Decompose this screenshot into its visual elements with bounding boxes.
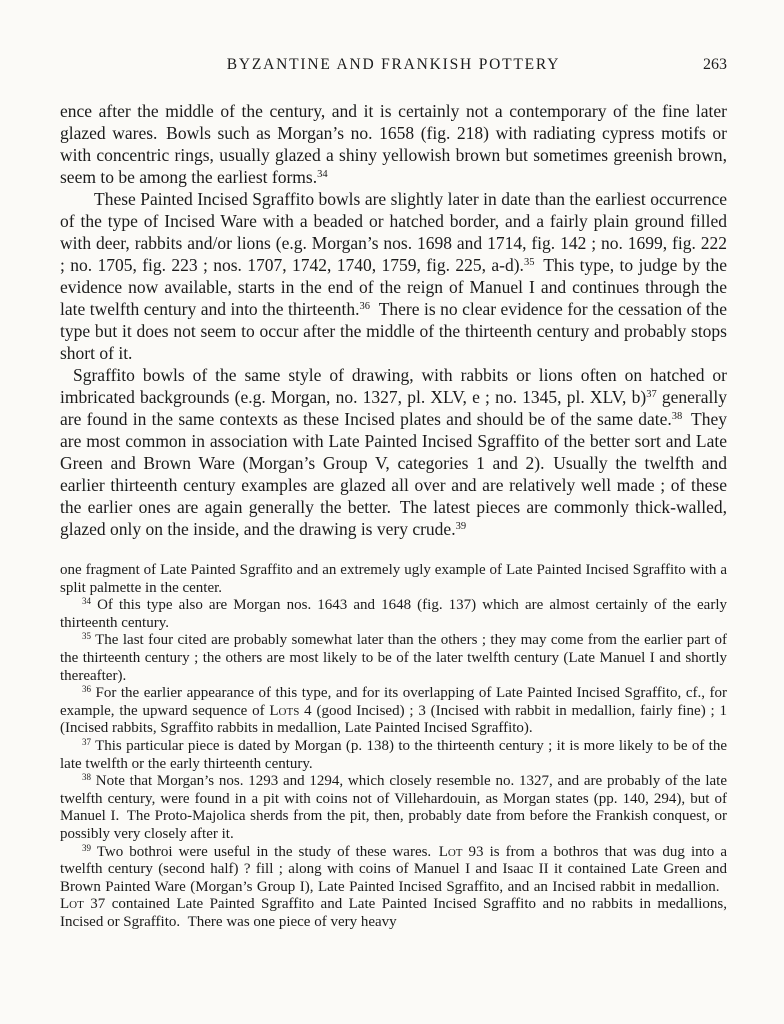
body-paragraph-3: Sgraffito bowls of the same style of drawing, with rabbits or lions often on hatched or imbricated backgrounds (e.g. Morgan, no. 1327, pl. XLV, e ; no. 1345, pl. XLV, b)$^{37}$ generally are found in the same contexts as these Incised plates and should be of the same date.$^{38}$ They are most common in association with Late Painted Incised Sgraffito of the better sort and Late Green and Brown Ware (Morgan’s Group V, categories 1 and 2). Usually the twelfth and earlier thirteenth century examples are glazed all over and are relatively well made ; of these the earlier ones are again generally the better. The latest pieces are commonly thick-walled, glazed only on the inside, and the drawing is very crude.$^{39}$ xyxy=(60,365,728,539)
running-head xyxy=(60,56,727,76)
footnote-34: $^{34}$ Of this type also are Morgan nos. 1643 and 1648 (fig. 137) which are almost certainly of the early thirteenth century. xyxy=(60,596,727,631)
footnote-continuation: one fragment of Late Painted Sgraffito and an extremely ugly example of Late Painted Incised Sgraffito with a split palmette in the center. xyxy=(60,562,727,596)
footnote-ref: 34 xyxy=(82,596,91,607)
footnote-35: $^{35}$ The last four cited are probably somewhat later than the others ; they may come from the earlier part of the thirteenth century ; the others are most likely to be of the later twelfth century (Late Manuel I and shortly thereafter). xyxy=(60,631,727,684)
footnote-ref: 36 xyxy=(359,301,370,313)
footnotes-section xyxy=(60,562,727,931)
body-paragraph-1: ence after the middle of the century, and it is certainly not a contemporary of the fine later glazed wares. Bowls such as Morgan’s no. 1658 (fig. 218) with radiating cypress motifs or with concentric rings, usually glazed a shiny yellowish brown but sometimes greenish brown, seem to be among the earliest forms.$^{34}$ xyxy=(60,101,727,187)
footnote-ref: 34 xyxy=(317,169,328,181)
footnote-38: $^{38}$ Note that Morgan’s nos. 1293 and 1294, which closely resemble no. 1327, and are probably of the late twelfth century, were found in a pit with coins not of Villehardouin, as Morgan states (pp. 140, 294), but of Manuel I. The Proto-Majolica sherds from the pit, then, probably date from before the Frankish conquest, or possibly very closely after it. xyxy=(60,772,727,842)
footnote-ref: 38 xyxy=(82,772,91,783)
small-caps-text: Lot xyxy=(438,843,463,860)
footnote-ref: 35 xyxy=(82,631,91,642)
footnote-39: $^{39}$ Two bothroi were useful in the study of these wares. Lot 93 is from a bothros that was dug into a twelfth century (second half) ? fill ; along with coins of Manuel I and Isaac II it contained Late Green and Brown Painted Ware (Morgan’s Group I), Late Painted Incised Sgraffito, and an Incised rabbit in medallion. Lot 37 contained Late Painted Sgraffito and Late Painted Incised Sgraffito and no rabbits in medallions, Incised or Sgraffito. There was one piece of very heavy xyxy=(60,842,727,930)
page-number: 263 xyxy=(703,56,727,73)
footnote-ref: 37 xyxy=(646,389,657,401)
body-paragraph-2: These Painted Incised Sgraffito bowls are slightly later in date than the earliest occurrence of the type of Incised Ware with a beaded or hatched border, and a fairly plain ground filled with deer, rabbits and/or lions (e.g. Morgan’s nos. 1698 and 1714, fig. 142 ; no. 1699, fig. 222 ; no. 1705, fig. 223 ; nos. 1707, 1742, 1740, 1759, fig. 225, a-d).$^{35}$ This type, to judge by the evidence now available, starts in the end of the reign of Manuel I and continues through the late twelfth century and into the thirteenth.$^{36}$ There is no clear evidence for the cessation of the type but it does not seem to occur after the middle of the thirteenth century and probably stops short of it. xyxy=(60,189,727,363)
footnote-37: $^{37}$ This particular piece is dated by Morgan (p. 138) to the thirteenth century ; it is more likely to be of the late twelfth or the early thirteenth century. xyxy=(60,737,727,772)
footnote-ref: 35 xyxy=(523,257,535,269)
footnote-ref: 36 xyxy=(82,684,91,695)
footnote-36: $^{36}$ For the earlier appearance of this type, and for its overlapping of Late Painted Incised Sgraffito, cf., for example, the upward sequence of Lots 4 (good Incised) ; 3 (Incised with rabbit in medallion, fairly fine) ; 1 (Incised rabbits, Sgraffito rabbits in medallion, Late Painted Incised Sgraffito). xyxy=(60,684,727,737)
body-text xyxy=(60,100,727,540)
small-caps-text: Lot xyxy=(60,896,84,913)
footnote-ref: 39 xyxy=(82,842,91,853)
small-caps-text: Lots xyxy=(269,702,300,719)
footnote-ref: 37 xyxy=(82,737,91,747)
running-title: BYZANTINE AND FRANKISH POTTERY xyxy=(226,56,561,73)
footnote-ref: 38 xyxy=(671,411,683,423)
footnote-ref: 39 xyxy=(455,521,467,533)
